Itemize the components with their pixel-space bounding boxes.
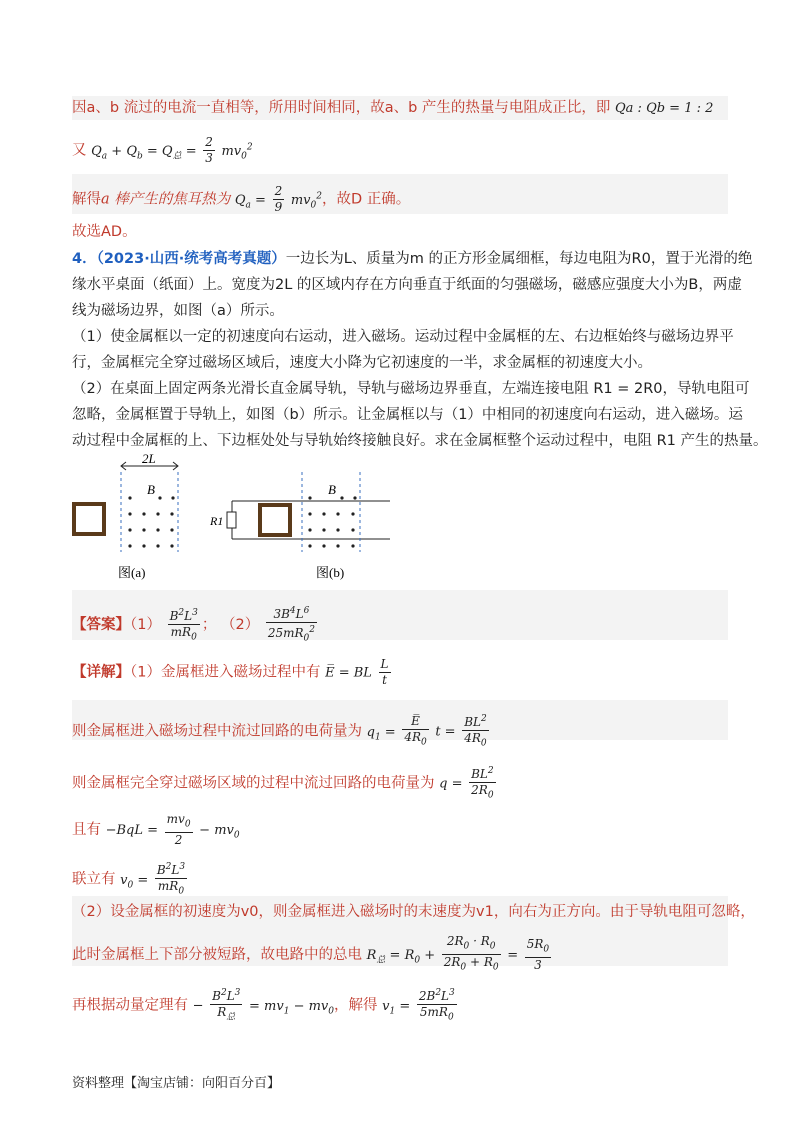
metal-frame-b [260,505,290,535]
fraction-2-9: $\frac{2}{9}$ [274,184,283,214]
problem-line-3: 线为磁场边界，如图（a）所示。 [72,303,284,319]
answer-line: 【答案】（1） $\frac{B^2L^3}{mR_0}$ ； （2） $\frac{3B^4L^6}{25mR_0^2}$ [72,604,319,646]
footer-source: 资料整理【淘宝店铺：向阳百分百】 [72,1076,281,1091]
intro-line-2: 又 $Q_a + Q_b = Q_总$ = $\frac{2}{3}$ $mv_0^2$ [72,135,253,165]
intro-line-1: 因a、b 流过的电流一直相等，所用时间相同，故a、b 产生的热量与电阻成正比，即 Qa : Qb = 1 : 2 [72,100,714,116]
figure-a [74,452,178,580]
figure-b [209,472,390,580]
field-label-b: B [328,482,336,497]
detail-line-6b: 此时金属框上下部分被短路，故电路中的总电 $R_总 = R_0$ + $\frac{2R_0 \cdot R_0}{2R_0 + R_0}$ = $\frac{5R_0}{3}$ [72,934,550,973]
width-label: 2L [142,452,156,466]
detail-line-7: 再根据动量定理有 − $\frac{B^2L^3}{R_总}$ = $mv_1 - mv_0$，解得 $v_1$ = $\frac{2B^2L^3}{5mR_0}$ [72,988,455,1023]
detail-line-1: 【详解】（1）金属框进入磁场过程中有 E̅ = BL $\frac{L}{t}$ [72,657,389,687]
answer-1-fraction: $\frac{B^2L^3}{mR_0}$ [169,607,198,642]
fraction-2-3: $\frac{2}{3}$ [205,135,213,165]
detail-line-3: 则金属框完全穿过磁场区域的过程中流过回路的电荷量为 q = $\frac{BL^2}{2R_0}$ [72,766,494,801]
field-dots-a [128,496,174,547]
question-2-line-1: （2）在桌面上固定两条光滑长直金属导轨，导轨与磁场边界垂直，左端连接电阻 R1 = 2R0，导轨电阻可 [72,381,750,397]
intro-line-3: 解得a 棒产生的焦耳热为 $Q_a$ = $\frac{2}{9}$ $mv_0^2$，故D 正确。 [72,184,411,214]
metal-frame-a [74,504,104,534]
question-2-line-2: 忽略，金属框置于导轨上，如图（b）所示。让金属框以与（1）中相同的初速度向右运动，进入磁场。运 [72,407,743,423]
question-2-line-3: 动过程中金属框的上、下边框处处与导轨始终接触良好。求在金属框整个运动过程中，电阻 R1 产生的热量。 [72,433,768,449]
caption-b: 图(b) [316,565,345,580]
caption-a: 图(a) [118,565,146,580]
question-1-line-2: 行，金属框完全穿过磁场区域后，速度大小降为它初速度的一半，求金属框的初速度大小。 [72,355,652,371]
detail-line-4: 且有 −BqL = $\frac{mv_0}{2}$ − $mv_0$ [72,812,240,848]
detail-line-5: 联立有 $v_0$ = $\frac{B^2L^3}{mR_0}$ [72,862,186,897]
field-label-a: B [147,482,155,497]
field-dots-b [308,496,356,547]
resistor-r1 [227,512,236,528]
answer-2-fraction: $\frac{3B^4L^6}{25mR_0^2}$ [267,606,315,644]
question-1-line-1: （1）使金属框以一定的初速度向右运动，进入磁场。运动过程中金属框的左、右边框始终与磁场边界平 [72,329,734,345]
detail-line-6a: （2）设金属框的初速度为v0，则金属框进入磁场时的末速度为v1，向右为正方向。由于导轨电阻可忽略， [72,904,755,920]
ratio-equation: Qa : Qb = 1 : 2 [615,101,714,116]
physics-figure [60,452,400,588]
resistor-label: R1 [210,514,224,528]
problem-line-1: 4．（2023·山西·统考高考真题）一边长为L、质量为m 的正方形金属细框，每边电阻为R0，置于光滑的绝 [72,251,753,267]
problem-line-2: 缘水平桌面（纸面）上。宽度为2L 的区域内存在方向垂直于纸面的匀强磁场，磁感应强度大小为B，两虚 [72,277,742,293]
detail-line-2: 则金属框进入磁场过程中流过回路的电荷量为 $q_1$ = $\frac{E̅}{4R_0}$ t = $\frac{BL^2}{4R_0}$ [72,713,487,749]
intro-line-4: 故选AD。 [72,224,137,240]
